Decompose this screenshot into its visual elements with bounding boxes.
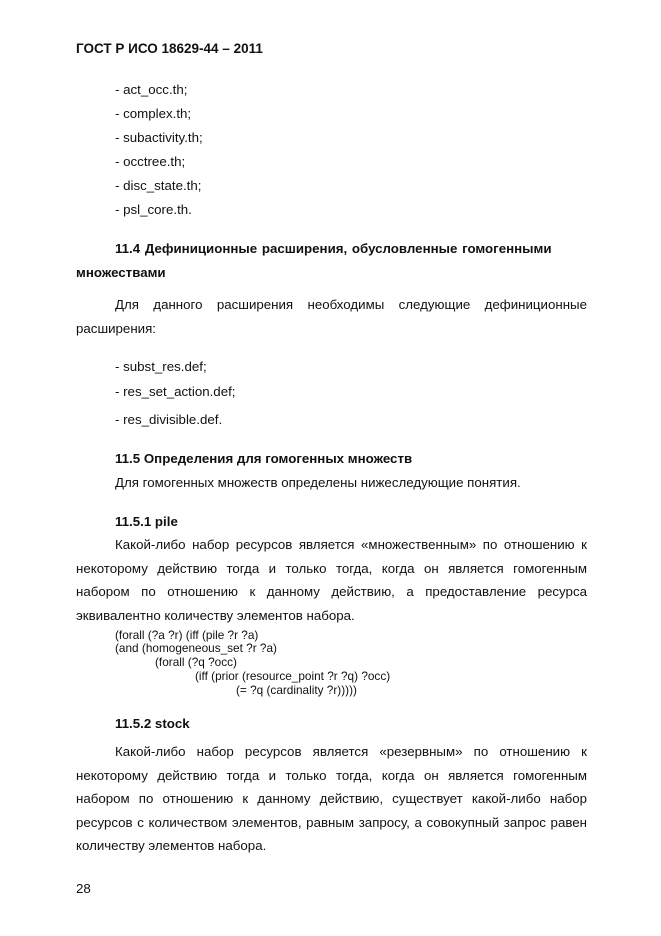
paragraph: Какой-либо набор ресурсов является «множественным» по отношению к некоторому действию тогда и только тогда, когда он является гомогенным набором по отношению к данному действию, а предоставление ресурса эквивалентно количеству элементов набора.: [76, 537, 587, 623]
list-item: - subactivity.th;: [115, 130, 203, 145]
section-heading-11-5-2: 11.5.2 stock: [115, 716, 190, 731]
code-line: (iff (prior (resource_point ?r ?q) ?occ): [195, 669, 391, 683]
paragraph: Для данного расширения необходимы следующие дефиниционные расширения:: [76, 297, 587, 336]
list-item: - act_occ.th;: [115, 82, 188, 97]
code-line: (and (homogeneous_set ?r ?a): [115, 641, 277, 655]
section-heading-11-4-cont: множествами: [76, 265, 166, 280]
list-item: - res_set_action.def;: [115, 384, 236, 399]
list-item: - disc_state.th;: [115, 178, 202, 193]
section-heading-11-5: 11.5 Определения для гомогенных множеств: [115, 451, 413, 466]
paragraph: Какой-либо набор ресурсов является «резервным» по отношению к некоторому действию тогда и только тогда, когда он является гомогенным набором по отношению к данному действию, существует какой-либо набор ресурсов с количеством элементов, равным запросу, а совокупный запрос равен количеству элементов набора.: [76, 744, 587, 854]
page-number: 28: [76, 881, 91, 896]
document-header: ГОСТ Р ИСО 18629-44 – 2011: [76, 41, 263, 56]
paragraph: Для гомогенных множеств определены нижеследующие понятия.: [115, 475, 521, 490]
list-item: - res_divisible.def.: [115, 412, 223, 427]
section-heading-11-5-1: 11.5.1 pile: [115, 514, 178, 529]
code-line: (forall (?a ?r) (iff (pile ?r ?a): [115, 628, 259, 642]
section-heading-11-4: 11.4 Дефиниционные расширения, обусловленные гомогенными: [115, 241, 552, 256]
list-item: - complex.th;: [115, 106, 192, 121]
list-item: - subst_res.def;: [115, 359, 207, 374]
code-line: (= ?q (cardinality ?r))))): [236, 683, 357, 697]
list-item: - occtree.th;: [115, 154, 186, 169]
code-line: (forall (?q ?occ): [155, 655, 237, 669]
list-item: - psl_core.th.: [115, 202, 192, 217]
